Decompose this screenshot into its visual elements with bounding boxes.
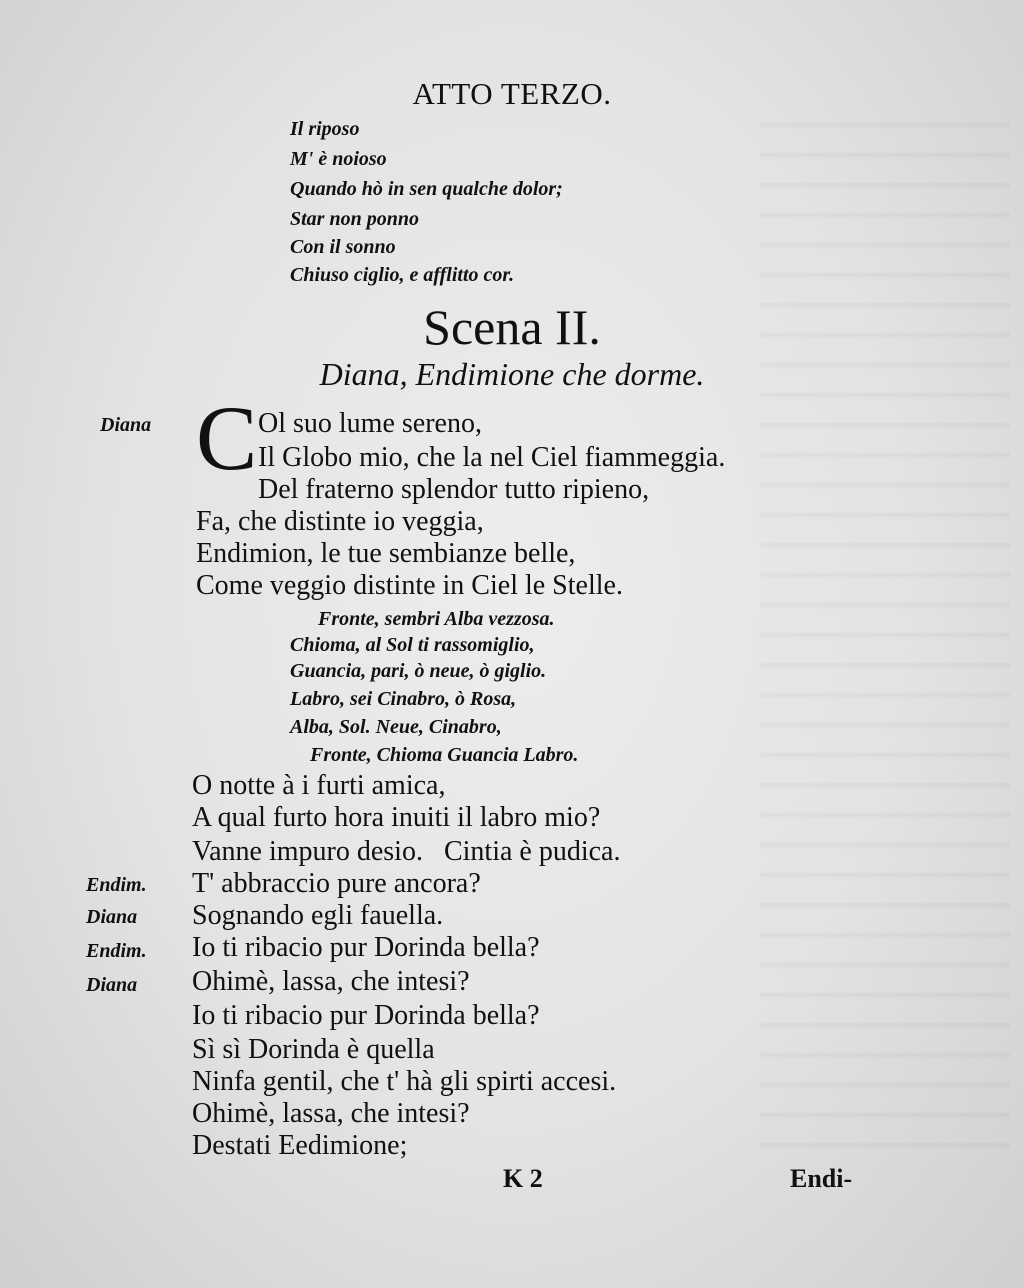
speaker-label: Endim.	[86, 874, 147, 896]
italic-verse: Alba, Sol. Neue, Cinabro,	[290, 716, 502, 738]
verse-line: Endimion, le tue sembianze belle,	[196, 538, 576, 569]
verse-line: Vanne impuro desio. Cintia è pudica.	[192, 836, 621, 867]
drop-cap: C	[196, 387, 258, 489]
italic-verse: Labro, sei Cinabro, ò Rosa,	[290, 688, 517, 710]
italic-verse: Fronte, Chioma Guancia Labro.	[310, 744, 579, 766]
verse-line: Sognando egli fauella.	[192, 900, 444, 931]
verse-line: Ninfa gentil, che t' hà gli spirti accesi.	[192, 1066, 617, 1097]
aria-line: Quando hò in sen qualche dolor;	[290, 178, 563, 200]
signature-mark: K 2	[503, 1164, 543, 1193]
italic-verse: Chioma, al Sol ti rassomiglio,	[290, 634, 535, 656]
speaker-label: Endim.	[86, 940, 147, 962]
verse-line: T' abbraccio pure ancora?	[192, 868, 481, 899]
running-title: ATTO TERZO.	[412, 76, 612, 111]
verse-line: O notte à i furti amica,	[192, 770, 446, 801]
aria-line: Chiuso ciglio, e afflitto cor.	[290, 264, 515, 286]
verse-line: Come veggio distinte in Ciel le Stelle.	[196, 570, 623, 601]
verse-line: Fa, che distinte io veggia,	[196, 506, 484, 537]
aria-line: Il riposo	[290, 118, 360, 140]
speaker-label: Diana	[100, 414, 152, 436]
verse-line: Io ti ribacio pur Dorinda bella?	[192, 932, 540, 963]
scene-characters: Diana, Endimione che dorme.	[319, 356, 705, 392]
show-through-text	[760, 100, 1010, 1160]
aria-line: Star non ponno	[290, 208, 419, 230]
catchword: Endi-	[790, 1164, 853, 1193]
verse-line: Il Globo mio, che la nel Ciel fiammeggia.	[258, 442, 726, 473]
aria-line: Con il sonno	[290, 236, 396, 258]
verse-line: Del fraterno splendor tutto ripieno,	[258, 474, 650, 505]
aria-line: M' è noioso	[290, 148, 387, 170]
verse-line: A qual furto hora inuiti il labro mio?	[192, 802, 601, 833]
speaker-label: Diana	[86, 974, 138, 996]
italic-verse: Guancia, pari, ò neue, ò giglio.	[290, 660, 547, 682]
verse-line: Destati Eedimione;	[192, 1130, 408, 1161]
verse-line: Io ti ribacio pur Dorinda bella?	[192, 1000, 540, 1031]
scene-title: Scena II.	[423, 299, 601, 355]
italic-verse: Fronte, sembri Alba vezzosa.	[318, 608, 555, 630]
verse-line: Ohimè, lassa, che intesi?	[192, 966, 470, 997]
verse-line: Ol suo lume sereno,	[258, 408, 482, 439]
speaker-label: Diana	[86, 906, 138, 928]
verse-line: Sì sì Dorinda è quella	[192, 1034, 435, 1065]
verse-line: Ohimè, lassa, che intesi?	[192, 1098, 470, 1129]
